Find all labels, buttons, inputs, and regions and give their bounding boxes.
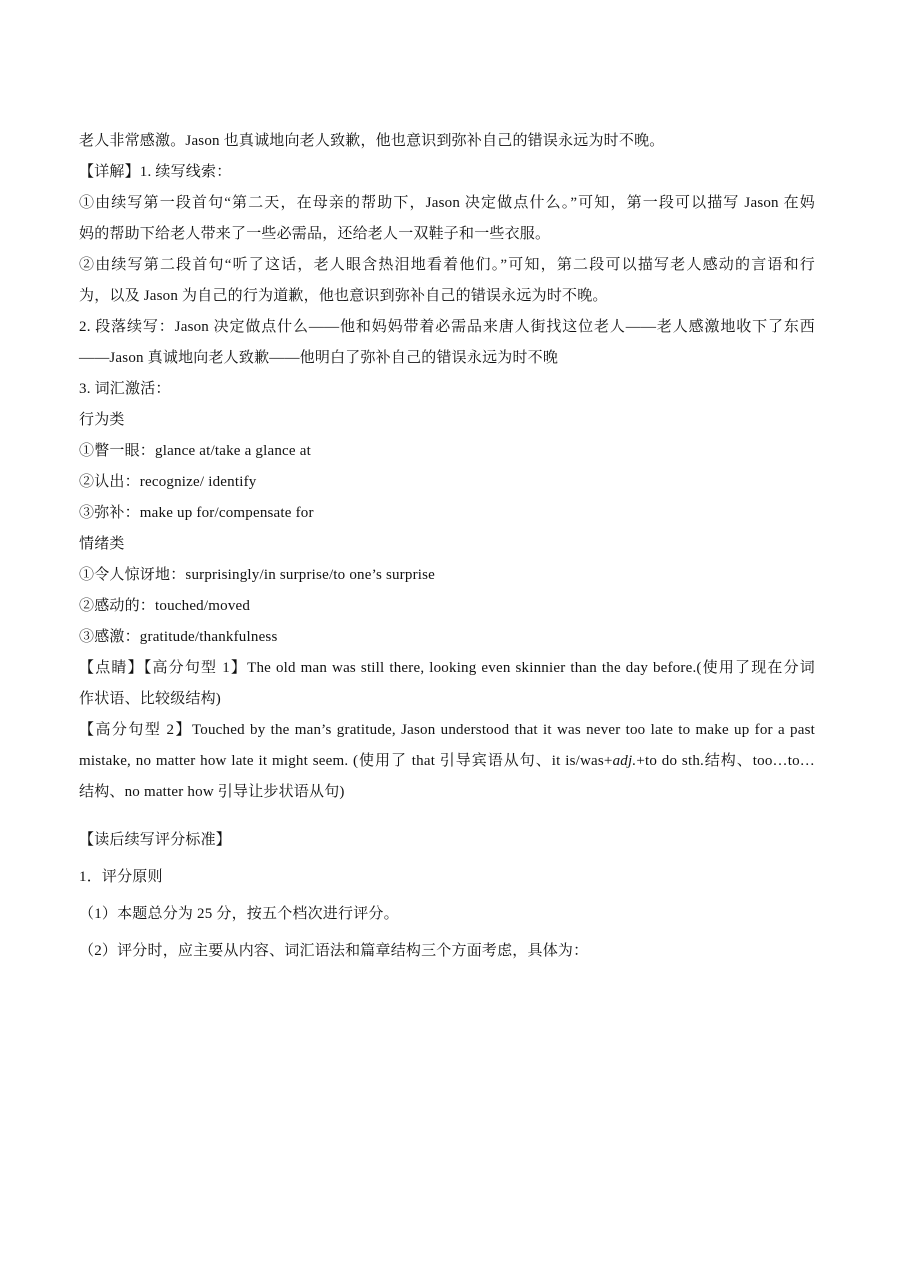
summary-paragraph: 老人非常感激。Jason 也真诚地向老人致歉，他也意识到弥补自己的错误永远为时不晚。 bbox=[79, 133, 665, 149]
action-vocabulary-item: ②认出：recognize/ identify bbox=[79, 474, 257, 490]
criteria-item: （2）评分时，应主要从内容、词汇语法和篇章结构三个方面考虑，具体为： bbox=[79, 943, 589, 959]
vocabulary-heading: 3. 词汇激活： bbox=[79, 381, 171, 397]
criteria-section bbox=[79, 822, 815, 970]
high-score-sentence-one-line-1: 【点睛】【高分句型 1】The old man was still there, looking even skinnier than the day before.(使用了现在分词 bbox=[79, 660, 815, 676]
high-score-sentence-one-line-2: 作状语、比较级结构) bbox=[79, 691, 221, 707]
criteria-heading: 【读后续写评分标准】 bbox=[79, 832, 232, 848]
outline-line-1: 2. 段落续写：Jason 决定做点什么——他和妈妈带着必需品来唐人街找这位老人——老人感激地收下了东西 bbox=[79, 319, 815, 335]
document-page bbox=[79, 126, 815, 970]
clue-two-line-2: 为，以及 Jason 为自己的行为道歉，他也意识到弥补自己的错误永远为时不晚。 bbox=[79, 288, 608, 304]
clue-one-line-2: 妈的帮助下给老人带来了一些必需品，还给老人一双鞋子和一些衣服。 bbox=[79, 226, 551, 242]
action-vocabulary-item: ①瞥一眼：glance at/take a glance at bbox=[79, 443, 311, 459]
emotion-vocabulary-item: ②感动的：touched/moved bbox=[79, 598, 251, 614]
action-category-heading: 行为类 bbox=[79, 412, 125, 428]
clue-one-line-1: ①由续写第一段首句“第二天，在母亲的帮助下，Jason 决定做点什么。”可知，第一段可以描写 Jason 在妈 bbox=[79, 195, 815, 211]
sentence-two-text-after: +to do sth.结构、too…to… bbox=[636, 753, 815, 769]
criteria-principle: 1．评分原则 bbox=[79, 869, 163, 885]
sentence-two-text-before: mistake, no matter how late it might seem. (使用了 that 引导宾语从句、it is/was+ bbox=[79, 753, 613, 769]
criteria-item: （1）本题总分为 25 分，按五个档次进行评分。 bbox=[79, 906, 399, 922]
high-score-sentence-two-line-3: 结构、no matter how 引导让步状语从句) bbox=[79, 784, 345, 800]
emotion-vocabulary-item: ③感激：gratitude/thankfulness bbox=[79, 629, 278, 645]
outline-line-2: ——Jason 真诚地向老人致歉——他明白了弥补自己的错误永远为时不晚 bbox=[79, 350, 559, 366]
adjective-abbreviation: adj. bbox=[612, 753, 637, 769]
action-vocabulary-item: ③弥补：make up for/compensate for bbox=[79, 505, 314, 521]
high-score-sentence-two-line-2 bbox=[79, 746, 815, 777]
detail-heading: 【详解】1. 续写线索： bbox=[79, 164, 232, 180]
high-score-sentence-two-line-1: 【高分句型 2】Touched by the man’s gratitude, Jason understood that it was never too late to make up for a past bbox=[79, 722, 815, 738]
clue-two-line-1: ②由续写第二段首句“听了这话，老人眼含热泪地看着他们。”可知，第二段可以描写老人感动的言语和行 bbox=[79, 257, 815, 273]
emotion-category-heading: 情绪类 bbox=[79, 536, 125, 552]
emotion-vocabulary-item: ①令人惊讶地：surprisingly/in surprise/to one’s surprise bbox=[79, 567, 436, 583]
